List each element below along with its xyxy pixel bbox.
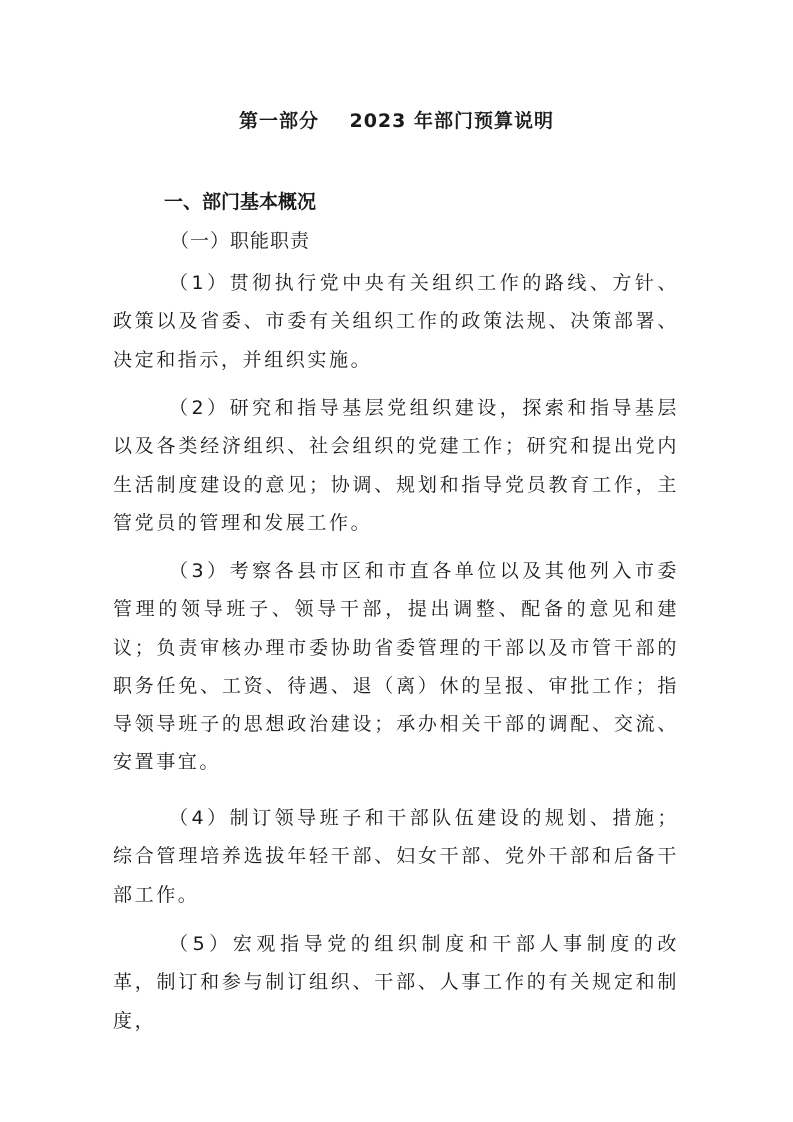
sub-heading: （一）职能职责 bbox=[170, 230, 311, 252]
section-heading: 一、部门基本概况 bbox=[164, 191, 317, 213]
paragraph-duty-2: （2）研究和指导基层党组织建设，探索和指导基层以及各类经济组织、社会组织的党建工作；研究和提出党内生活制度建设的意见；协调、规划和指导党员教育工作，主管党员的管理和发展工作。 bbox=[113, 397, 679, 534]
paragraph-duty-4: （4）制订领导班子和干部队伍建设的规划、措施；综合管理培养选拔年轻干部、妇女干部、党外干部和后备干部工作。 bbox=[113, 807, 679, 906]
document-title: 第一部分 2023 年部门预算说明 bbox=[239, 110, 554, 132]
paragraph-duty-1: （1）贯彻执行党中央有关组织工作的路线、方针、政策以及省委、市委有关组织工作的政策法规、决策部署、决定和指示，并组织实施。 bbox=[113, 272, 679, 371]
paragraph-duty-5: （5）宏观指导党的组织制度和干部人事制度的改革，制订和参与制订组织、干部、人事工作的有关规定和制度， bbox=[113, 933, 679, 1032]
paragraph-duty-3: （3）考察各县市区和市直各单位以及其他列入市委管理的领导班子、领导干部，提出调整、配备的意见和建议；负责审核办理市委协助省委管理的干部以及市管干部的职务任免、工资、待遇、退（离）休的呈报、审批工作；指导领导班子的思想政治建设；承办相关干部的调配、交流、安置事宜。 bbox=[113, 560, 679, 774]
